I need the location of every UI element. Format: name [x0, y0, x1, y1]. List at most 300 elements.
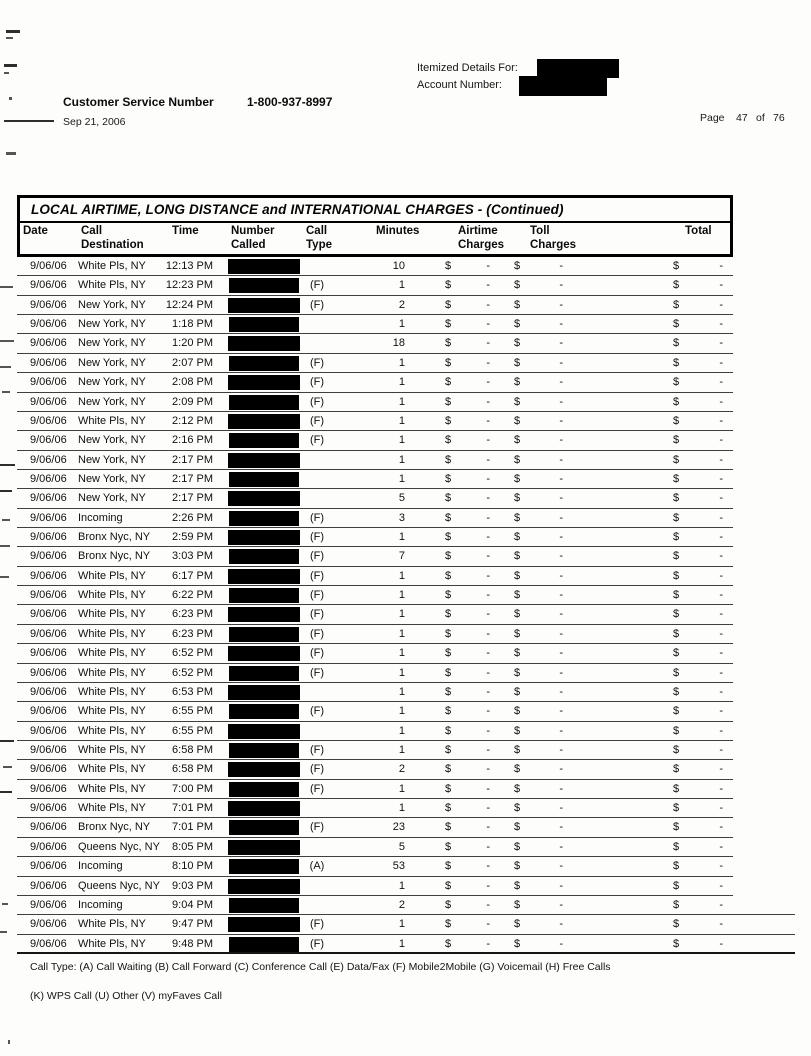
amount-dash: -: [559, 318, 563, 331]
cell-minutes: 1: [398, 589, 405, 602]
cell-airtime-charges: [445, 625, 490, 644]
cell-total: [673, 276, 723, 295]
currency-symbol: $: [673, 724, 680, 737]
cell-time: 1:18 PM: [172, 318, 213, 331]
amount-dash: -: [719, 318, 723, 331]
cell-minutes: 1: [398, 724, 405, 737]
currency-symbol: $: [445, 898, 452, 911]
table-row: [17, 547, 733, 566]
currency-symbol: $: [514, 492, 521, 505]
cell-date: 9/06/06: [30, 492, 67, 505]
cell-destination: New York, NY: [78, 395, 146, 408]
cell-time: 2:17 PM: [172, 472, 213, 485]
cell-time: 6:23 PM: [172, 627, 213, 640]
cell-time: 12:23 PM: [165, 279, 213, 292]
cell-destination: White Pls, NY: [78, 414, 146, 427]
cell-airtime-charges: [445, 431, 490, 450]
cell-total: [673, 586, 723, 605]
currency-symbol: $: [673, 376, 680, 389]
amount-dash: -: [719, 918, 723, 931]
cell-call-type: (F): [309, 434, 325, 447]
currency-symbol: $: [514, 395, 521, 408]
amount-dash: -: [559, 434, 563, 447]
scan-artifact: [2, 391, 10, 393]
table-row: [17, 276, 733, 295]
redacted-number-bar: [228, 762, 300, 777]
redacted-number-bar: [228, 453, 300, 468]
table-row: [17, 683, 733, 702]
currency-symbol: $: [445, 356, 452, 369]
amount-dash: -: [486, 376, 490, 389]
amount-dash: -: [486, 511, 490, 524]
amount-dash: -: [719, 550, 723, 563]
cell-destination: White Pls, NY: [78, 627, 146, 640]
amount-dash: -: [486, 705, 490, 718]
redacted-number-bar: [228, 530, 300, 545]
redacted-number-bar: [229, 356, 299, 371]
cell-toll-charges: [514, 334, 563, 353]
cell-toll-charges: [514, 373, 563, 392]
amount-dash: -: [559, 279, 563, 292]
amount-dash: -: [559, 937, 563, 950]
cell-date: 9/06/06: [30, 743, 67, 756]
cell-airtime-charges: [445, 605, 490, 624]
currency-symbol: $: [673, 840, 680, 853]
currency-symbol: $: [673, 492, 680, 505]
table-row: [17, 625, 733, 644]
currency-symbol: $: [673, 356, 680, 369]
currency-symbol: $: [673, 782, 680, 795]
statement-date: Sep 21, 2006: [63, 116, 126, 128]
scan-artifact: [6, 30, 20, 33]
cell-total: [673, 315, 723, 334]
table-row: [17, 412, 733, 431]
table-row: [17, 741, 733, 760]
currency-symbol: $: [445, 569, 452, 582]
cell-destination: New York, NY: [78, 318, 146, 331]
cell-time: 9:47 PM: [172, 918, 213, 931]
currency-symbol: $: [673, 685, 680, 698]
currency-symbol: $: [514, 821, 521, 834]
cell-toll-charges: [514, 838, 563, 857]
redacted-account-number: [519, 76, 607, 96]
cell-call-type: (F): [309, 743, 325, 756]
redacted-number-bar: [229, 317, 299, 332]
table-row: [17, 509, 733, 528]
cell-time: 6:55 PM: [172, 705, 213, 718]
cell-airtime-charges: [445, 373, 490, 392]
footnote-call-types: Call Type: (A) Call Waiting (B) Call Forward (C) Conference Call (E) Data/Fax (F) Mobile2Mobile (G) Voicemail (H) Free Calls: [30, 961, 611, 973]
amount-dash: -: [486, 550, 490, 563]
cell-total: [673, 547, 723, 566]
redacted-number-bar: [229, 937, 299, 952]
cell-minutes: 1: [398, 376, 405, 389]
amount-dash: -: [486, 298, 490, 311]
currency-symbol: $: [673, 298, 680, 311]
amount-dash: -: [486, 898, 490, 911]
redacted-number-bar: [229, 898, 299, 913]
redacted-number-bar: [228, 375, 300, 390]
amount-dash: -: [719, 279, 723, 292]
currency-symbol: $: [673, 589, 680, 602]
cell-minutes: 2: [398, 298, 405, 311]
amount-dash: -: [486, 724, 490, 737]
scan-artifact: [4, 120, 54, 122]
cell-date: 9/06/06: [30, 627, 67, 640]
cell-date: 9/06/06: [30, 337, 67, 350]
currency-symbol: $: [514, 860, 521, 873]
table-row: [17, 489, 733, 508]
currency-symbol: $: [445, 376, 452, 389]
cell-toll-charges: [514, 586, 563, 605]
redacted-number-bar: [228, 569, 300, 584]
cell-date: 9/06/06: [30, 453, 67, 466]
scan-artifact: [9, 97, 12, 100]
cell-destination: White Pls, NY: [78, 608, 146, 621]
amount-dash: -: [486, 821, 490, 834]
cell-total: [673, 334, 723, 353]
cell-date: 9/06/06: [30, 821, 67, 834]
amount-dash: -: [486, 279, 490, 292]
amount-dash: -: [559, 472, 563, 485]
cell-total: [673, 915, 723, 934]
currency-symbol: $: [673, 531, 680, 544]
amount-dash: -: [719, 511, 723, 524]
cell-toll-charges: [514, 741, 563, 760]
cell-call-type: (F): [309, 298, 325, 311]
currency-symbol: $: [514, 550, 521, 563]
amount-dash: -: [719, 260, 723, 272]
amount-dash: -: [486, 608, 490, 621]
scan-artifact: [0, 740, 14, 742]
redacted-number-bar: [228, 298, 300, 313]
redacted-number-bar: [229, 472, 299, 487]
cell-toll-charges: [514, 625, 563, 644]
amount-dash: -: [486, 453, 490, 466]
cell-time: 12:13 PM: [165, 260, 213, 272]
currency-symbol: $: [514, 472, 521, 485]
cell-total: [673, 509, 723, 528]
cell-date: 9/06/06: [30, 511, 67, 524]
redacted-number-bar: [228, 646, 300, 661]
cell-toll-charges: [514, 702, 563, 721]
cell-time: 2:16 PM: [172, 434, 213, 447]
currency-symbol: $: [514, 260, 521, 272]
cell-call-type: (F): [309, 414, 325, 427]
table-row: [17, 799, 733, 818]
cell-airtime-charges: [445, 567, 490, 586]
cell-toll-charges: [514, 257, 563, 276]
currency-symbol: $: [514, 898, 521, 911]
amount-dash: -: [559, 550, 563, 563]
amount-dash: -: [559, 918, 563, 931]
currency-symbol: $: [445, 298, 452, 311]
redacted-number-bar: [229, 395, 299, 410]
amount-dash: -: [559, 685, 563, 698]
amount-dash: -: [559, 879, 563, 892]
cell-date: 9/06/06: [30, 860, 67, 873]
cell-time: 6:52 PM: [172, 647, 213, 660]
amount-dash: -: [559, 763, 563, 776]
cell-toll-charges: [514, 877, 563, 896]
amount-dash: -: [719, 821, 723, 834]
cell-airtime-charges: [445, 760, 490, 779]
amount-dash: -: [719, 453, 723, 466]
cell-destination: New York, NY: [78, 337, 146, 350]
cell-airtime-charges: [445, 741, 490, 760]
cell-minutes: 1: [398, 608, 405, 621]
scan-artifact: [8, 1040, 10, 1044]
amount-dash: -: [559, 608, 563, 621]
amount-dash: -: [719, 724, 723, 737]
cell-toll-charges: [514, 509, 563, 528]
amount-dash: -: [719, 782, 723, 795]
cell-toll-charges: [514, 896, 563, 915]
table-row: [17, 586, 733, 605]
cell-call-type: (F): [309, 666, 325, 679]
cell-airtime-charges: [445, 915, 490, 934]
currency-symbol: $: [673, 608, 680, 621]
customer-service-number: 1-800-937-8997: [247, 95, 333, 109]
amount-dash: -: [719, 298, 723, 311]
redacted-number-bar: [229, 511, 299, 526]
scan-artifact: [0, 340, 14, 342]
table-row: [17, 935, 795, 954]
cell-minutes: 1: [398, 879, 405, 892]
cell-destination: Bronx Nyc, NY: [78, 550, 151, 563]
cell-time: 6:55 PM: [172, 724, 213, 737]
cell-total: [673, 741, 723, 760]
amount-dash: -: [559, 898, 563, 911]
cell-total: [673, 393, 723, 412]
cell-call-type: (F): [309, 589, 325, 602]
cell-call-type: (F): [309, 782, 325, 795]
table-body: [17, 257, 798, 954]
cell-total: [673, 257, 723, 276]
amount-dash: -: [559, 840, 563, 853]
redacted-number-bar: [228, 917, 300, 932]
cell-destination: White Pls, NY: [78, 279, 146, 292]
amount-dash: -: [559, 627, 563, 640]
currency-symbol: $: [673, 802, 680, 815]
amount-dash: -: [486, 937, 490, 950]
scan-artifact: [3, 766, 12, 768]
cell-minutes: 1: [398, 318, 405, 331]
currency-symbol: $: [514, 318, 521, 331]
cell-date: 9/06/06: [30, 763, 67, 776]
amount-dash: -: [486, 589, 490, 602]
amount-dash: -: [719, 472, 723, 485]
cell-airtime-charges: [445, 722, 490, 741]
cell-call-type: (A): [309, 860, 325, 873]
cell-toll-charges: [514, 567, 563, 586]
cell-minutes: 3: [398, 511, 405, 524]
currency-symbol: $: [673, 879, 680, 892]
cell-time: 3:03 PM: [172, 550, 213, 563]
currency-symbol: $: [514, 414, 521, 427]
scan-artifact: [0, 545, 10, 547]
cell-date: 9/06/06: [30, 569, 67, 582]
amount-dash: -: [486, 840, 490, 853]
amount-dash: -: [486, 802, 490, 815]
amount-dash: -: [719, 860, 723, 873]
cell-total: [673, 451, 723, 470]
cell-destination: White Pls, NY: [78, 802, 146, 815]
currency-symbol: $: [445, 724, 452, 737]
cell-time: 2:07 PM: [172, 356, 213, 369]
currency-symbol: $: [673, 627, 680, 640]
currency-symbol: $: [514, 434, 521, 447]
table-row: [17, 257, 733, 276]
currency-symbol: $: [445, 705, 452, 718]
cell-total: [673, 373, 723, 392]
currency-symbol: $: [673, 763, 680, 776]
currency-symbol: $: [514, 647, 521, 660]
cell-minutes: 18: [392, 337, 405, 350]
redacted-number-bar: [228, 336, 300, 351]
cell-airtime-charges: [445, 412, 490, 431]
currency-symbol: $: [445, 279, 452, 292]
cell-toll-charges: [514, 818, 563, 837]
cell-toll-charges: [514, 276, 563, 295]
currency-symbol: $: [445, 821, 452, 834]
amount-dash: -: [719, 434, 723, 447]
cell-toll-charges: [514, 664, 563, 683]
cell-airtime-charges: [445, 451, 490, 470]
redacted-number-bar: [228, 685, 300, 700]
currency-symbol: $: [514, 453, 521, 466]
cell-date: 9/06/06: [30, 395, 67, 408]
cell-total: [673, 818, 723, 837]
amount-dash: -: [719, 685, 723, 698]
currency-symbol: $: [445, 472, 452, 485]
currency-symbol: $: [514, 569, 521, 582]
cell-total: [673, 683, 723, 702]
cell-call-type: (F): [309, 569, 325, 582]
cell-destination: White Pls, NY: [78, 260, 146, 272]
itemized-details-label: Itemized Details For:: [417, 62, 518, 74]
redacted-number-bar: [228, 414, 300, 429]
amount-dash: -: [559, 569, 563, 582]
cell-total: [673, 838, 723, 857]
cell-minutes: 1: [398, 705, 405, 718]
table-row: [17, 451, 733, 470]
currency-symbol: $: [445, 337, 452, 350]
amount-dash: -: [559, 589, 563, 602]
cell-minutes: 1: [398, 918, 405, 931]
currency-symbol: $: [514, 743, 521, 756]
amount-dash: -: [486, 337, 490, 350]
amount-dash: -: [486, 531, 490, 544]
cell-date: 9/06/06: [30, 705, 67, 718]
cell-time: 7:01 PM: [172, 821, 213, 834]
cell-call-type: (F): [309, 531, 325, 544]
cell-toll-charges: [514, 915, 563, 934]
cell-toll-charges: [514, 683, 563, 702]
cell-toll-charges: [514, 412, 563, 431]
cell-call-type: (F): [309, 356, 325, 369]
cell-time: 6:17 PM: [172, 569, 213, 582]
amount-dash: -: [486, 647, 490, 660]
currency-symbol: $: [673, 279, 680, 292]
cell-airtime-charges: [445, 354, 490, 373]
table-row: [17, 470, 733, 489]
currency-symbol: $: [673, 743, 680, 756]
amount-dash: -: [719, 763, 723, 776]
redacted-number-bar: [228, 259, 300, 274]
cell-destination: White Pls, NY: [78, 647, 146, 660]
page-of-label: of: [756, 112, 765, 124]
cell-airtime-charges: [445, 509, 490, 528]
scan-artifact: [0, 931, 7, 933]
cell-destination: Bronx Nyc, NY: [78, 821, 151, 834]
cell-time: 9:03 PM: [172, 879, 213, 892]
amount-dash: -: [719, 840, 723, 853]
cell-destination: Queens Nyc, NY: [78, 840, 160, 853]
cell-total: [673, 877, 723, 896]
amount-dash: -: [559, 414, 563, 427]
currency-symbol: $: [514, 376, 521, 389]
cell-airtime-charges: [445, 799, 490, 818]
column-header-call-type: Call Type: [306, 225, 332, 251]
column-header-minutes: Minutes: [376, 225, 420, 237]
cell-call-type: (F): [309, 279, 325, 292]
column-header-airtime-charges: Airtime Charges: [458, 225, 505, 251]
cell-destination: White Pls, NY: [78, 705, 146, 718]
cell-time: 6:58 PM: [172, 763, 213, 776]
amount-dash: -: [719, 414, 723, 427]
currency-symbol: $: [445, 802, 452, 815]
cell-minutes: 23: [392, 821, 405, 834]
cell-destination: White Pls, NY: [78, 937, 146, 950]
cell-date: 9/06/06: [30, 472, 67, 485]
amount-dash: -: [719, 337, 723, 350]
amount-dash: -: [719, 376, 723, 389]
redacted-number-bar: [229, 704, 299, 719]
cell-destination: White Pls, NY: [78, 589, 146, 602]
amount-dash: -: [486, 879, 490, 892]
cell-date: 9/06/06: [30, 782, 67, 795]
currency-symbol: $: [673, 898, 680, 911]
cell-airtime-charges: [445, 780, 490, 799]
currency-symbol: $: [673, 318, 680, 331]
currency-symbol: $: [445, 395, 452, 408]
currency-symbol: $: [514, 705, 521, 718]
page-label: Page: [700, 112, 725, 124]
table-row: [17, 354, 733, 373]
cell-call-type: (F): [309, 608, 325, 621]
amount-dash: -: [559, 531, 563, 544]
cell-time: 2:09 PM: [172, 395, 213, 408]
amount-dash: -: [559, 376, 563, 389]
table-row: [17, 722, 733, 741]
amount-dash: -: [486, 666, 490, 679]
cell-airtime-charges: [445, 547, 490, 566]
amount-dash: -: [559, 298, 563, 311]
redacted-number-bar: [229, 782, 299, 797]
cell-airtime-charges: [445, 896, 490, 915]
currency-symbol: $: [514, 511, 521, 524]
cell-date: 9/06/06: [30, 298, 67, 311]
currency-symbol: $: [514, 298, 521, 311]
cell-toll-charges: [514, 296, 563, 315]
table-row: [17, 818, 733, 837]
table-row: [17, 605, 733, 624]
amount-dash: -: [559, 860, 563, 873]
cell-total: [673, 528, 723, 547]
cell-destination: White Pls, NY: [78, 666, 146, 679]
cell-time: 2:26 PM: [172, 511, 213, 524]
